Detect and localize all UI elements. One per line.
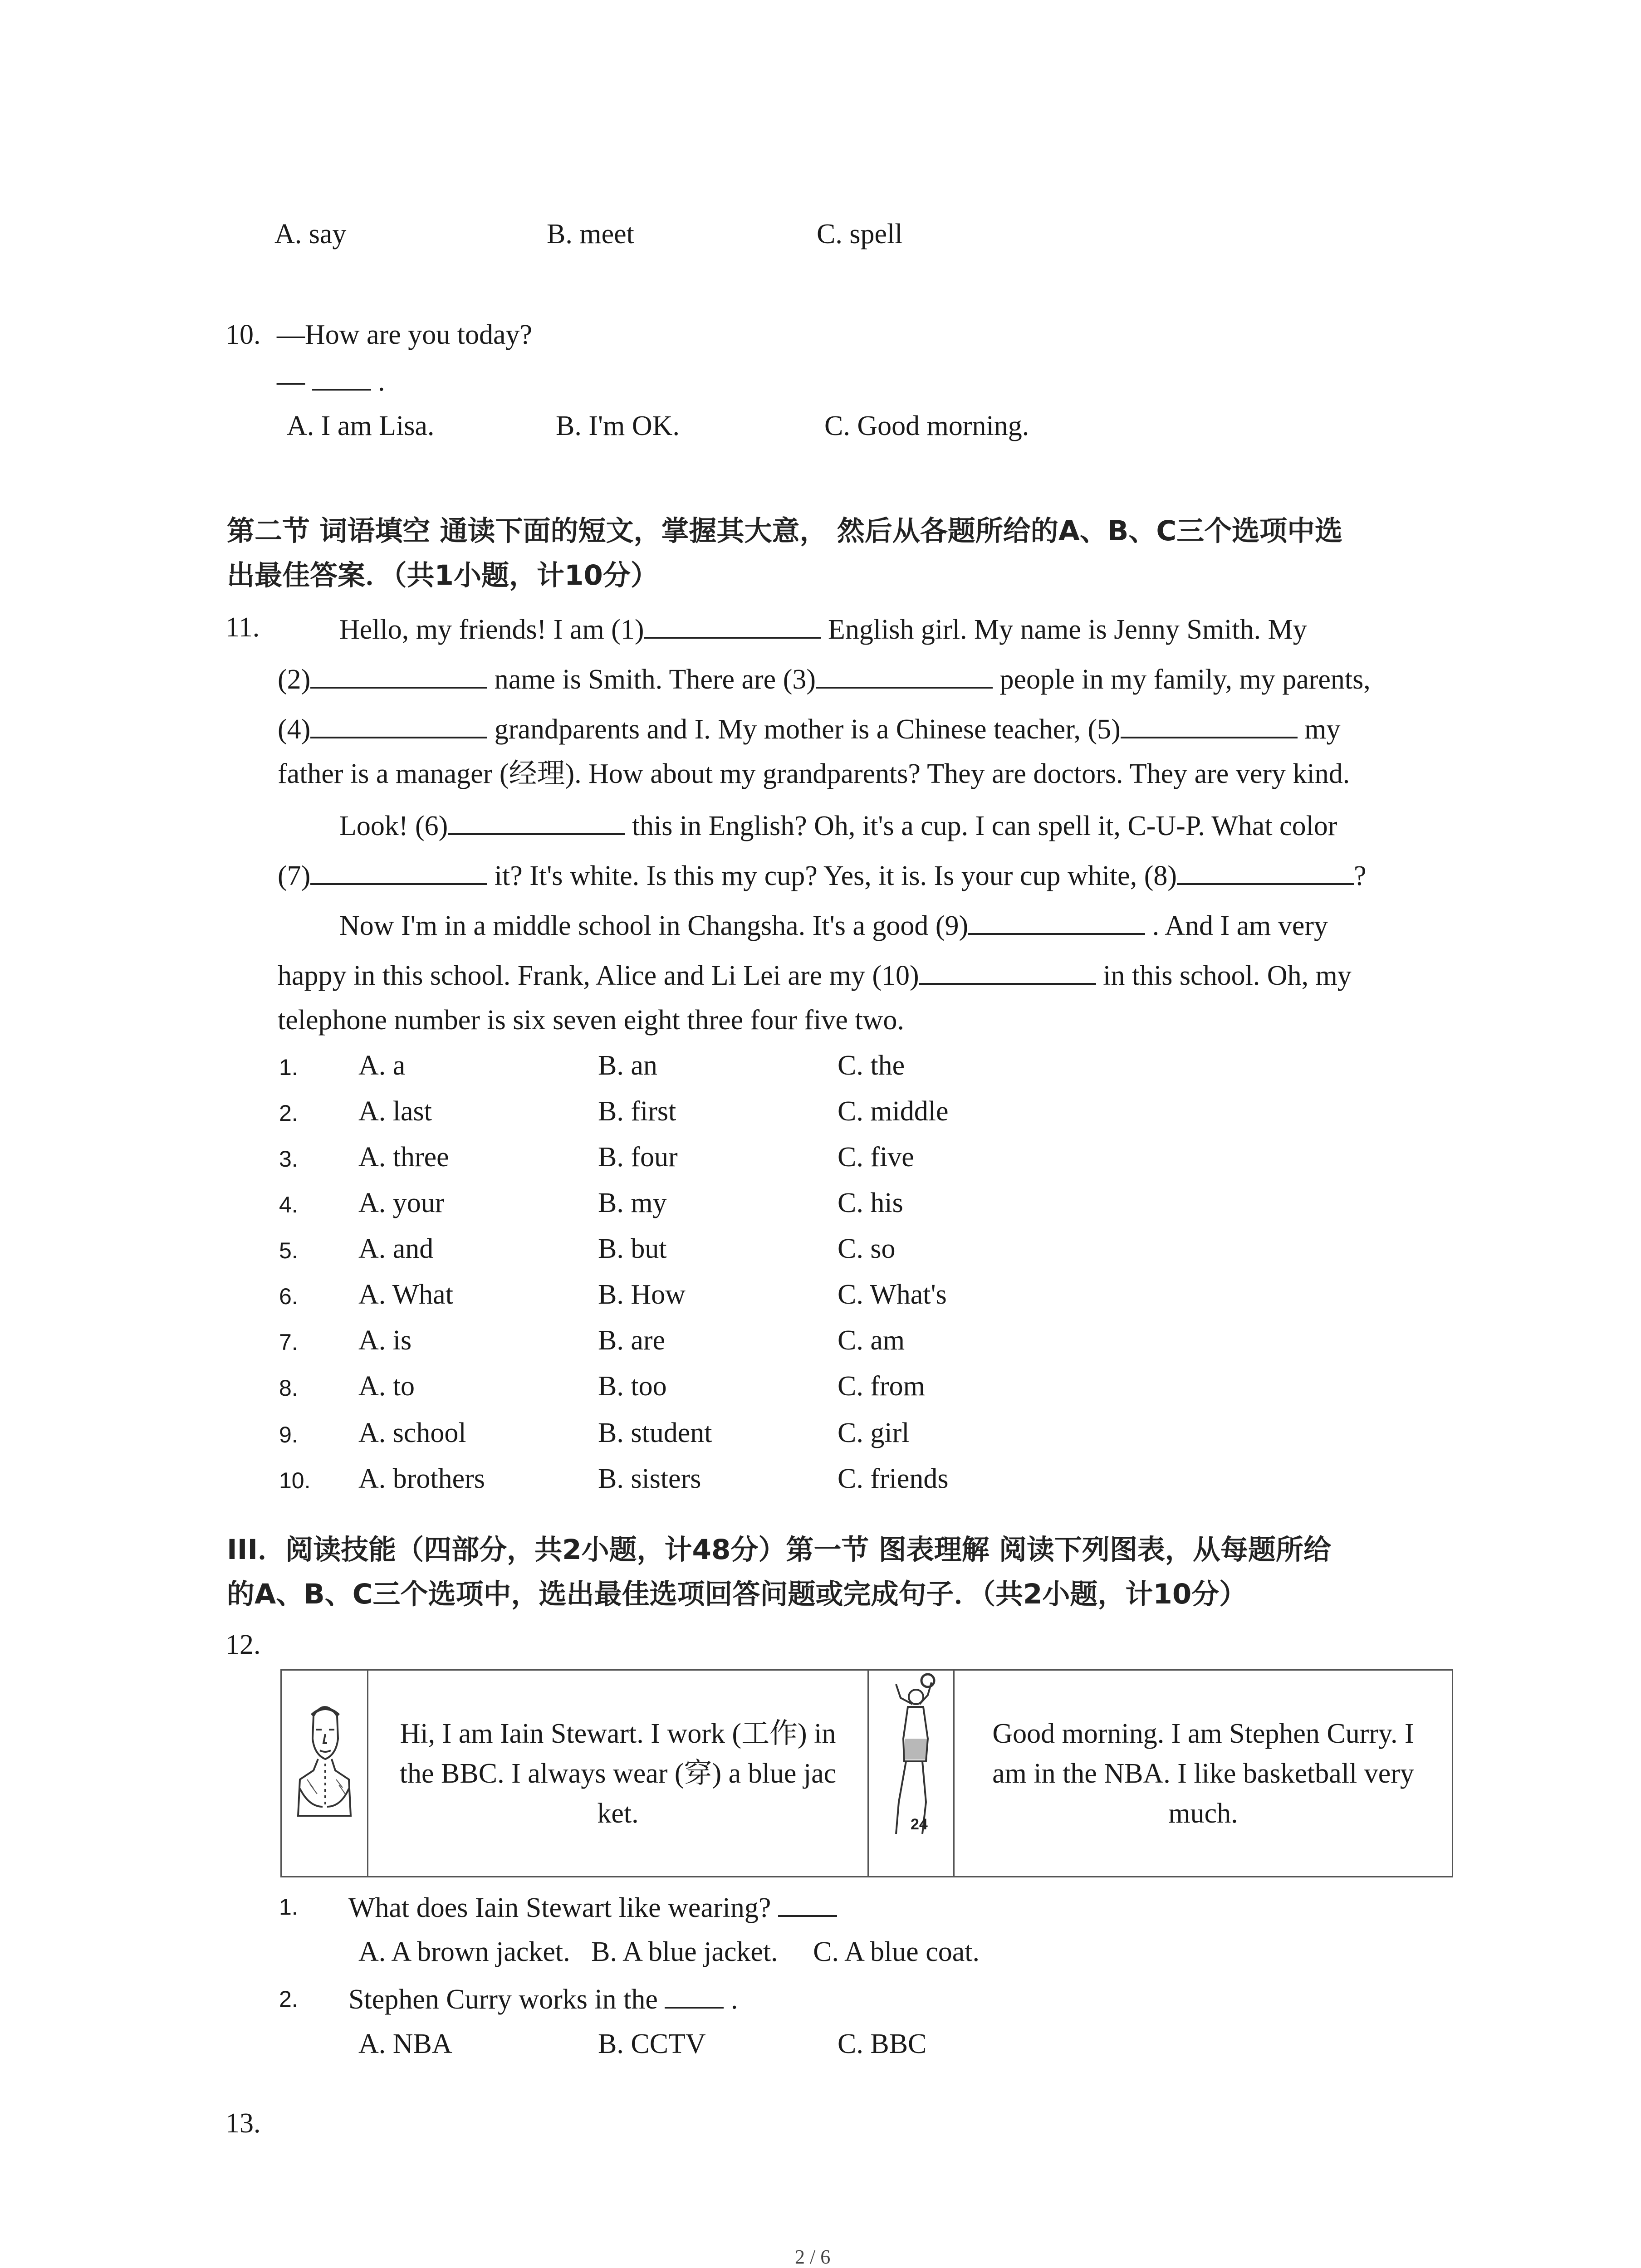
option-b: B. are <box>598 1325 666 1356</box>
option-a: A. three <box>358 1142 449 1173</box>
q12-sub2-question <box>348 1983 738 2014</box>
option-c: C. five <box>838 1142 914 1173</box>
q10-answer-prefix: — <box>277 366 305 397</box>
q12-sub1-options: A. A brown jacket. B. A blue jacket. C. A blue coat. <box>358 1936 980 1967</box>
q11-passage-line <box>278 713 1341 743</box>
passage-text: my <box>1304 714 1341 745</box>
blank-7 <box>310 860 487 885</box>
section2-heading-line1: 第二节 词语填空 通读下面的短文，掌握其大意， 然后从各题所给的A、B、C三个选项中选 <box>227 515 1343 547</box>
photo-cell-stewart <box>281 1670 368 1877</box>
q9-option-b: B. meet <box>547 219 634 249</box>
section3-heading-line2: 的A、B、C三个选项中，选出最佳选项回答问题或完成句子．（共2小题，计10分） <box>227 1578 1247 1610</box>
option-c: C. am <box>838 1325 905 1356</box>
q10-answer-blank <box>312 365 371 391</box>
blank-3 <box>816 663 993 689</box>
passage-text: . And I am very <box>1152 910 1328 941</box>
card-line: Good morning. I am Stephen Curry. I <box>992 1718 1414 1749</box>
q11-passage-line <box>339 909 1328 940</box>
q11-passage-line: father is a manager (经理). How about my grandparents? They are doctors. They are very kind. <box>278 758 1350 789</box>
section3-heading-line1: III．阅读技能（四部分，共2小题，计48分）第一节 图表理解 阅读下列图表，从每题所给 <box>227 1534 1331 1566</box>
option-b: B. an <box>598 1050 657 1081</box>
option-b: B. too <box>598 1371 667 1402</box>
q12-sub2-option-c: C. BBC <box>838 2028 927 2059</box>
blank-5 <box>1121 713 1298 738</box>
option-a: A. to <box>358 1371 415 1402</box>
option-c: C. so <box>838 1233 896 1264</box>
question-text: . <box>730 1984 738 2015</box>
option-b: B. first <box>598 1096 676 1127</box>
blank-6 <box>448 810 625 835</box>
q11-passage-line <box>278 663 1371 694</box>
q10-number: 10. <box>225 319 261 350</box>
question-text: Stephen Curry works in the <box>348 1984 658 2015</box>
q10-option-a: A. I am Lisa. <box>287 411 435 441</box>
option-number: 5. <box>279 1238 298 1263</box>
jersey-number: 24 <box>911 1816 928 1833</box>
passage-text: name is Smith. There are (3) <box>494 664 816 695</box>
option-a: A. your <box>358 1188 445 1218</box>
option-a: A. What <box>358 1279 453 1310</box>
passage-text: this in English? Oh, it's a cup. I can spell it, C-U-P. What color <box>632 811 1337 841</box>
blank-10 <box>919 959 1096 985</box>
q12-sub1-number: 1. <box>279 1894 298 1920</box>
option-number: 1. <box>279 1055 298 1080</box>
option-a: A. school <box>358 1418 466 1448</box>
answer-blank <box>665 1983 724 2009</box>
q12-sub2-option-a: A. NBA <box>358 2028 452 2059</box>
q9-option-a: A. say <box>274 219 347 249</box>
passage-text: grandparents and I. My mother is a Chinese teacher, (5) <box>494 714 1121 745</box>
passage-text: (4) <box>278 714 311 745</box>
q9-option-c: C. spell <box>817 219 903 249</box>
curry-description <box>955 1714 1452 1833</box>
option-b: B. my <box>598 1188 667 1218</box>
iain-stewart-portrait-image <box>282 1671 367 1874</box>
option-a: A. a <box>358 1050 406 1081</box>
stephen-curry-image <box>869 1671 953 1874</box>
q11-options-list <box>0 1051 1641 1419</box>
option-c: C. his <box>838 1188 903 1218</box>
section2-heading-line2: 出最佳答案．（共1小题，计10分） <box>227 559 658 591</box>
passage-text: Look! (6) <box>339 811 448 841</box>
option-b: B. sisters <box>598 1463 701 1494</box>
q11-passage-line <box>339 613 1307 644</box>
q12-info-table <box>280 1669 1453 1877</box>
option-c: C. the <box>838 1050 905 1081</box>
option-number: 6. <box>279 1284 298 1309</box>
card-line: much. <box>1168 1798 1238 1829</box>
card-line: Hi, I am Iain Stewart. I work (工作) in <box>400 1718 836 1749</box>
q11-options-list-cont <box>0 1419 1641 1514</box>
option-b: B. but <box>598 1233 667 1264</box>
blank-2 <box>310 663 487 689</box>
q11-passage-line: telephone number is six seven eight three four five two. <box>278 1005 904 1036</box>
q11-passage-line <box>339 810 1337 840</box>
q13-number: 13. <box>225 2108 261 2139</box>
option-b: B. four <box>598 1142 678 1173</box>
passage-text: people in my family, my parents, <box>999 664 1371 695</box>
passage-text: (7) <box>278 860 311 891</box>
option-b: B. student <box>598 1418 712 1448</box>
option-number: 10. <box>279 1468 311 1493</box>
q10-answer-suffix: . <box>378 366 385 397</box>
q10-question: —How are you today? <box>277 319 532 350</box>
answer-blank <box>778 1892 837 1917</box>
option-a: A. last <box>358 1096 432 1127</box>
q10-option-c: C. Good morning. <box>824 411 1029 441</box>
passage-text: in this school. Oh, my <box>1103 960 1352 991</box>
card-line: am in the NBA. I like basketball very <box>992 1758 1414 1789</box>
question-text: What does Iain Stewart like wearing? <box>348 1892 771 1923</box>
option-number: 2. <box>279 1100 298 1126</box>
option-c: C. friends <box>838 1463 949 1494</box>
q12-number: 12. <box>225 1629 261 1660</box>
passage-text: Now I'm in a middle school in Changsha. It's a good (9) <box>339 910 969 941</box>
q10-option-b: B. I'm OK. <box>556 411 680 441</box>
option-a: A. brothers <box>358 1463 485 1494</box>
blank-4 <box>310 713 487 738</box>
q12-sub2-option-b: B. CCTV <box>598 2028 706 2059</box>
blank-8 <box>1177 860 1354 885</box>
passage-text: Hello, my friends! I am (1) <box>339 614 644 645</box>
option-number: 8. <box>279 1375 298 1401</box>
option-b: B. How <box>598 1279 686 1310</box>
option-a: A. and <box>358 1233 434 1264</box>
q11-number: 11. <box>225 612 260 643</box>
q11-passage-line <box>278 959 1352 990</box>
option-number: 9. <box>279 1422 298 1447</box>
passage-text: ? <box>1354 860 1367 891</box>
option-number: 7. <box>279 1330 298 1355</box>
q10-answer-line <box>277 365 385 396</box>
passage-text: English girl. My name is Jenny Smith. My <box>828 614 1307 645</box>
option-c: C. What's <box>838 1279 947 1310</box>
option-c: C. girl <box>838 1418 910 1448</box>
text-cell-curry <box>954 1670 1453 1877</box>
text-cell-stewart <box>368 1670 868 1877</box>
option-c: C. from <box>838 1371 925 1402</box>
option-a: A. is <box>358 1325 412 1356</box>
option-c: C. middle <box>838 1096 949 1127</box>
page-number: 2 / 6 <box>795 2246 831 2268</box>
option-number: 3. <box>279 1146 298 1172</box>
passage-text: (2) <box>278 664 311 695</box>
stewart-description <box>368 1714 867 1833</box>
card-line: ket. <box>597 1798 639 1829</box>
q12-sub1-question <box>348 1892 837 1922</box>
passage-text: it? It's white. Is this my cup? Yes, it is. Is your cup white, (8) <box>494 860 1177 891</box>
blank-1 <box>644 613 821 639</box>
q12-sub2-number: 2. <box>279 1986 298 2012</box>
photo-cell-curry <box>868 1670 954 1877</box>
blank-9 <box>968 909 1145 935</box>
q11-passage-line <box>278 860 1367 890</box>
option-number: 4. <box>279 1192 298 1217</box>
passage-text: happy in this school. Frank, Alice and Li Lei are my (10) <box>278 960 919 991</box>
card-line: the BBC. I always wear (穿) a blue jac <box>399 1758 837 1789</box>
